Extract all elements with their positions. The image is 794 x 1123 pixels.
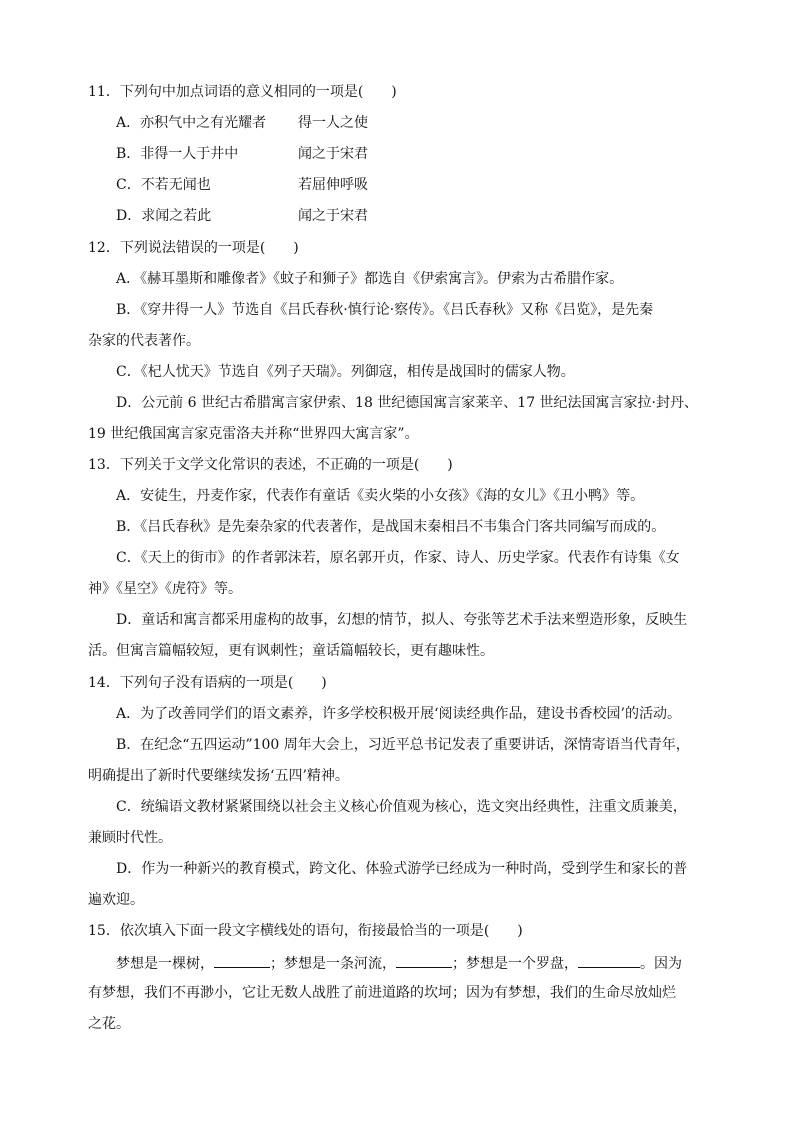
q15-passage-part-c: ；梦想是一个罗盘， bbox=[452, 956, 578, 972]
question-15-stem: 15．依次填入下面一段文字横线处的语句，衔接最恰当的一项是( ) bbox=[88, 923, 523, 939]
q13-option-d-line2: 活。但寓言篇幅较短，更有讽刺性；童话篇幅较长，更有趣味性。 bbox=[88, 643, 494, 659]
q12-option-b-line2: 杂家的代表著作。 bbox=[88, 333, 200, 349]
q13-option-c-line2: 神》《星空》《虎符》等。 bbox=[88, 581, 242, 597]
q12-option-d-line2: 19 世纪俄国寓言家克雷洛夫并称“世界四大寓言家”。 bbox=[88, 426, 419, 442]
q14-option-a: A．为了改善同学们的语文素养，许多学校积极开展‘阅读经典作品，建设书香校园’的活动。 bbox=[116, 706, 682, 722]
q15-blank-2 bbox=[396, 952, 452, 968]
q12-option-b-line1: B．《穿井得一人》节选自《吕氏春秋·慎行论·察传》。《吕氏春秋》又称《吕览》，是先秦 bbox=[116, 302, 654, 318]
q15-passage-line1 bbox=[116, 952, 682, 974]
q11-option-a-left: A．亦积气中之有光耀者 bbox=[116, 115, 267, 131]
q13-option-c-line1: C．《天上的街市》的作者郭沫若，原名郭开贞，作家、诗人、历史学家。代表作有诗集《女 bbox=[116, 550, 680, 566]
question-14-stem: 14．下列句子没有语病的一项是( ) bbox=[88, 675, 327, 691]
q15-passage-line3: 之花。 bbox=[88, 1016, 130, 1032]
q14-option-d-line2: 遍欢迎。 bbox=[88, 892, 144, 908]
q14-option-b-line1: B．在纪念“五四运动”100 周年大会上，习近平总书记发表了重要讲话，深情寄语当代青年， bbox=[116, 737, 690, 753]
q15-passage-part-b: ；梦想是一条河流， bbox=[270, 956, 396, 972]
question-12-stem: 12．下列说法错误的一项是( ) bbox=[88, 240, 299, 256]
q11-option-b-right: 闻之于宋君 bbox=[298, 146, 368, 162]
q12-option-c: C．《杞人忧天》节选自《列子天瑞》。列御寇，相传是战国时的儒家人物。 bbox=[116, 364, 575, 380]
q15-blank-3 bbox=[578, 952, 640, 968]
q13-option-a: A．安徒生，丹麦作家，代表作有童话《卖火柴的小女孩》《海的女儿》《丑小鸭》等。 bbox=[116, 488, 645, 504]
q11-option-a-right: 得一人之使 bbox=[298, 115, 368, 131]
q14-option-c-line1: C．统编语文教材紧紧围绕以社会主义核心价值观为核心，选文突出经典性，注重文质兼美， bbox=[116, 799, 687, 815]
q14-option-d-line1: D．作为一种新兴的教育模式，跨文化、体验式游学已经成为一种时尚，受到学生和家长的普 bbox=[116, 861, 688, 877]
q15-passage-line2: 有梦想，我们不再渺小，它让无数人战胜了前进道路的坎坷；因为有梦想，我们的生命尽放灿烂 bbox=[88, 985, 676, 1001]
q11-option-d-right: 闻之于宋君 bbox=[298, 208, 368, 224]
q13-option-d-line1: D．童话和寓言都采用虚构的故事，幻想的情节，拟人、夸张等艺术手法来塑造形象，反映生 bbox=[116, 612, 688, 628]
q14-option-c-line2: 兼顾时代性。 bbox=[88, 830, 172, 846]
q11-option-b-left: B．非得一人于井中 bbox=[116, 146, 239, 162]
q11-option-c-left: C．不若无闻也 bbox=[116, 177, 211, 193]
q11-option-d-left: D．求闻之若此 bbox=[116, 208, 212, 224]
q15-passage-part-a: 梦想是一棵树， bbox=[116, 956, 214, 972]
q15-blank-1 bbox=[214, 952, 270, 968]
q14-option-b-line2: 明确提出了新时代要继续发扬‘五四’精神。 bbox=[88, 768, 349, 784]
q15-passage-part-d: 。因为 bbox=[640, 956, 682, 972]
q11-option-c-right: 若屈伸呼吸 bbox=[298, 177, 368, 193]
q12-option-d-line1: D．公元前 6 世纪古希腊寓言家伊索、18 世纪德国寓言家莱辛、17 世纪法国寓言家拉·封丹、 bbox=[116, 395, 699, 411]
q12-option-a: A．《赫耳墨斯和雕像者》《蚊子和狮子》都选自《伊索寓言》。伊索为古希腊作家。 bbox=[116, 271, 624, 287]
q13-option-b: B．《吕氏春秋》是先秦杂家的代表著作，是战国末秦相吕不韦集合门客共同编写而成的。 bbox=[116, 519, 666, 535]
question-11-stem: 11．下列句中加点词语的意义相同的一项是( ) bbox=[88, 84, 397, 100]
question-13-stem: 13．下列关于文学文化常识的表述，不正确的一项是( ) bbox=[88, 457, 453, 473]
